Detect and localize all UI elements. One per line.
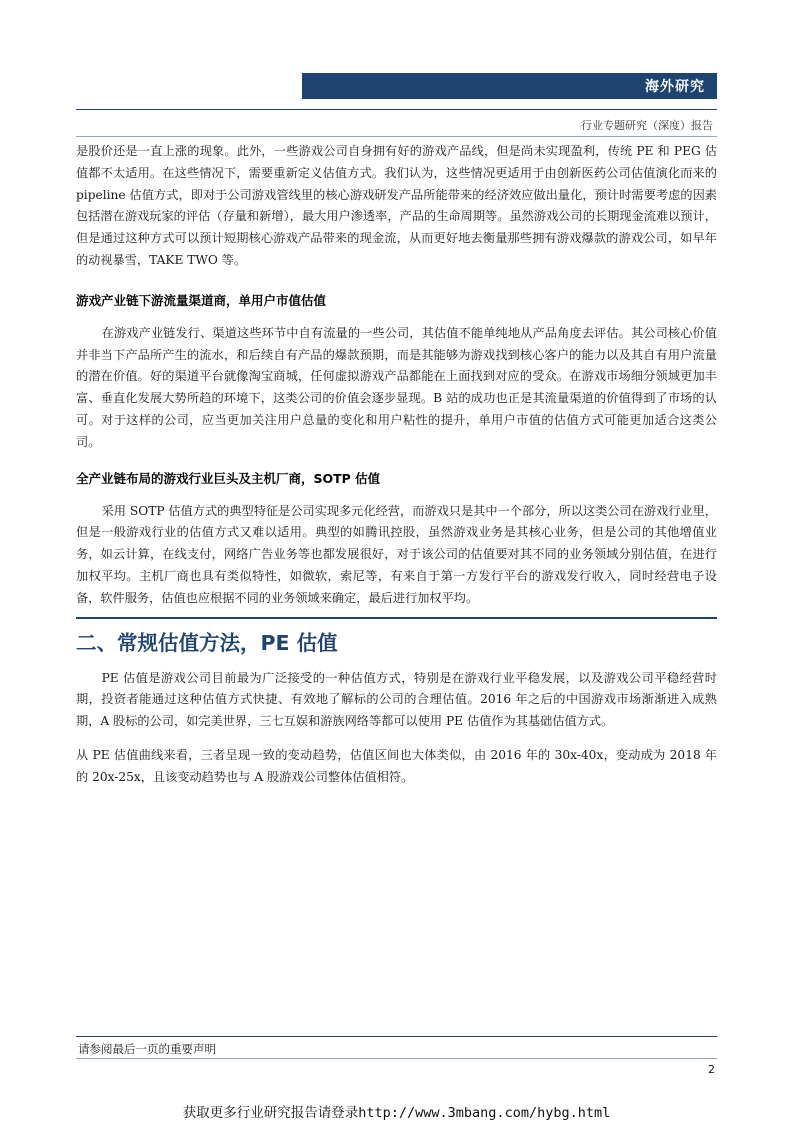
paragraph-pe-intro: PE 估值是游戏公司目前最为广泛接受的一种估值方式，特别是在游戏行业平稳发展，以及游戏公司平稳经营时期，投资者能通过这种估值方式快捷、有效地了解标的公司的合理估值。2016 年之后的中国游戏市场渐渐进入成熟期，A 股标的公司，如完美世界，三七互娱和游族网络等都可以使用 PE 估值作为其基础估值方式。	[76, 670, 717, 729]
paragraph-user-value: 在游戏产业链发行、渠道这些环节中自有流量的一些公司，其估值不能单纯地从产品角度去评估。其公司核心价值并非当下产品所产生的流水，和后续自有产品的爆款预期，而是其能够为游戏找到核心客户的能力以及其自有用户流量的潜在价值。好的渠道平台就像淘宝商城，任何虚拟游戏产品都能在上面找到对应的受众。在游戏市场细分领域更加丰富、垂直化发展大势所趋的环境下，这类公司的价值会逐步显现。B 站的成功也正是其流量渠道的价值得到了市场的认可。对于这样的公司，应当更加关注用户总量的变化和用户粘性的提升，单用户市值的估值方式可能更加适合这类公司。	[76, 325, 717, 449]
page-number: 2	[708, 1063, 715, 1076]
subheading-sotp: 全产业链布局的游戏行业巨头及主机厂商，SOTP 估值	[76, 470, 381, 486]
report-type-label: 行业专题研究（深度）报告	[581, 119, 713, 132]
paragraph-pe-trend: 从 PE 估值曲线来看，三者呈现一致的变动趋势，估值区间也大体类似，由 2016 年的 30x-40x，变动成为 2018 年的 20x-25x，且该变动趋势也与 A 股游戏公司整体估值相符。	[76, 747, 717, 784]
header-divider	[76, 109, 717, 110]
subheading-user-value: 游戏产业链下游流量渠道商，单用户市值估值	[76, 292, 327, 308]
section-title: 二、常规估值方法，PE 估值	[76, 630, 338, 655]
header-tag: 海外研究	[645, 79, 705, 95]
footer-divider-secondary	[76, 1058, 717, 1059]
header-divider-secondary	[76, 136, 717, 137]
main-content	[76, 141, 717, 789]
promo-link-text[interactable]: 获取更多行业研究报告请登录http://www.3mbang.com/hybg.html	[182, 1105, 611, 1121]
disclaimer-text: 请参阅最后一页的重要声明	[78, 1042, 216, 1056]
paragraph-sotp: 采用 SOTP 估值方式的典型特征是公司实现多元化经营，而游戏只是其中一个部分，所以这类公司在游戏行业里，但是一般游戏行业的估值方式又难以适用。典型的如腾讯控股，虽然游戏业务是其核心业务，但是公司的其他增值业务，如云计算，在线支付，网络广告业务等也都发展很好，对于该公司的估值要对其不同的业务领域分别估值，在进行加权平均。主机厂商也具有类似特性，如微软，索尼等，有来自于第一方发行平台的游戏发行收入，同时经营电子设备，软件服务，估值也应根据不同的业务领域来确定，最后进行加权平均。	[76, 503, 717, 605]
paragraph-pipeline-valuation: 是股价还是一直上涨的现象。此外，一些游戏公司自身拥有好的游戏产品线，但是尚未实现盈利，传统 PE 和 PEG 估值都不太适用。在这些情况下，需要重新定义估值方式。我们认为，这些情况更适用于由创新医药公司估值演化而来的pipeline 估值方式，即对于公司游戏管线里的核心游戏研发产品所能带来的经济效应做出量化，预计时需要考虑的因素包括潜在游戏玩家的评估（存量和新增），最大用户渗透率，产品的生命周期等。虽然游戏公司的长期现金流难以预计，但是通过这种方式可以预计短期核心游戏产品带来的现金流，从而更好地去衡量那些拥有游戏爆款的游戏公司，如早年的动视暴雪，TAKE TWO 等。	[76, 144, 717, 267]
header-tag-bar	[302, 73, 717, 99]
footer-divider	[76, 1036, 717, 1037]
